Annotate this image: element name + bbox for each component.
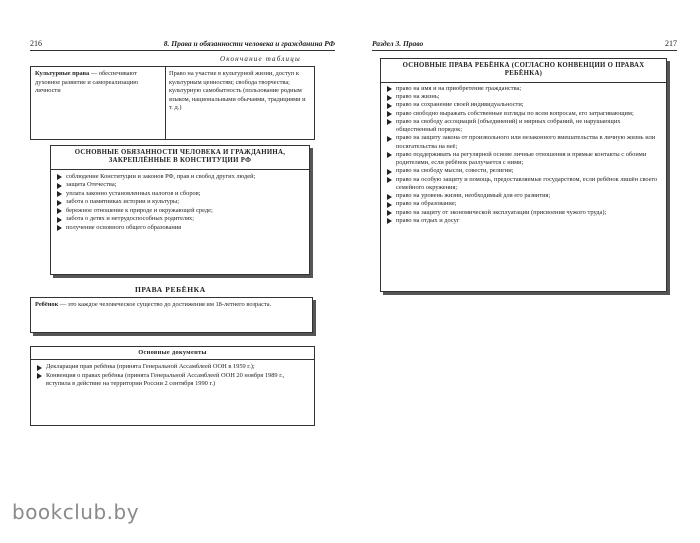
list-item: право на имя и на приобретение гражданства; <box>387 85 661 93</box>
triangle-bullet-icon <box>57 183 62 189</box>
running-head: 8. Права и обязанности человека и гражданина РФ <box>163 39 335 48</box>
section-heading: ПРАВА РЕБЁНКА <box>135 285 206 294</box>
list-item: право на защиту от экономической эксплуатации (присвоения чужого труда); <box>387 209 661 217</box>
list-item: получение основного общего образования <box>57 224 304 233</box>
running-head: Раздел 3. Право <box>372 39 424 48</box>
page-header <box>30 38 335 51</box>
list-item: право на сохранение своей индивидуальности; <box>387 101 661 109</box>
triangle-bullet-icon <box>387 194 392 200</box>
child-rights-list <box>381 83 666 228</box>
triangle-bullet-icon <box>387 218 392 224</box>
duties-list <box>51 170 309 236</box>
triangle-bullet-icon <box>57 191 62 197</box>
triangle-bullet-icon <box>387 111 392 117</box>
documents-list <box>31 360 314 392</box>
child-definition-term: Ребёнок <box>35 301 59 308</box>
child-rights-box-title: ОСНОВНЫЕ ПРАВА РЕБЁНКА (СОГЛАСНО КОНВЕНЦИИ О ПРАВАХ РЕБЁНКА) <box>381 59 666 83</box>
triangle-bullet-icon <box>387 152 392 158</box>
culture-details: Право на участие в культурной жизни, доступ к культурным ценностям; свобода творчества; культурную самобытность (пользование родным языком, национальными обычаями, традициями и т. д.) <box>169 70 306 112</box>
list-item: забота о детях и нетрудоспособных родителях; <box>57 215 304 224</box>
culture-term-cell <box>35 70 160 96</box>
duties-box-title: ОСНОВНЫЕ ОБЯЗАННОСТИ ЧЕЛОВЕКА И ГРАЖДАНИНА, ЗАКРЕПЛЁННЫЕ В КОНСТИТУЦИИ РФ <box>51 146 309 170</box>
list-item: право на особую защиту и помощь, предоставляемые государством, если ребёнок лишён своего семейного окружения; <box>387 176 661 193</box>
list-item: право на отдых и досуг <box>387 217 661 225</box>
list-item: уплата законно установленных налогов и сборов; <box>57 190 304 199</box>
triangle-bullet-icon <box>37 365 42 371</box>
triangle-bullet-icon <box>387 136 392 142</box>
culture-term: Культурные права <box>35 70 90 77</box>
child-definition-box <box>30 297 313 333</box>
triangle-bullet-icon <box>37 373 42 379</box>
triangle-bullet-icon <box>387 202 392 208</box>
triangle-bullet-icon <box>387 210 392 216</box>
triangle-bullet-icon <box>57 225 62 231</box>
triangle-bullet-icon <box>387 95 392 101</box>
list-item: право на защиту закона от произвольного или незаконного вмешательства в личную жизнь или посягательства на неё; <box>387 134 661 151</box>
list-item: право поддерживать на регулярной основе личные отношения и прямые контакты с обоими родителями, если ребёнок разлучается с ними; <box>387 151 661 168</box>
culture-rights-table <box>30 66 315 140</box>
list-item: право на образование; <box>387 200 661 208</box>
documents-box <box>30 346 315 426</box>
triangle-bullet-icon <box>57 208 62 214</box>
list-item: право свободно выражать собственные взгляды по всем вопросам, его затрагивающим; <box>387 110 661 118</box>
list-item: Декларация прав ребёнка (принята Генеральной Ассамблеей ООН в 1959 г.); <box>37 363 309 372</box>
triangle-bullet-icon <box>57 200 62 206</box>
child-rights-box <box>380 58 667 292</box>
list-item: право на уровень жизни, необходимый для его развития; <box>387 192 661 200</box>
triangle-bullet-icon <box>387 169 392 175</box>
watermark: bookclub.by <box>12 500 140 524</box>
page-header <box>372 38 677 51</box>
triangle-bullet-icon <box>57 217 62 223</box>
table-continuation-label: Окончание таблицы <box>220 55 301 63</box>
page-number: 216 <box>30 39 42 48</box>
duties-box <box>50 145 310 275</box>
list-item: Конвенция о правах ребёнка (принята Генеральной Ассамблеей ООН 20 ноября 1989 г., вступила в действие на территории России 2 сентября 1990 г.) <box>37 372 309 389</box>
list-item: право на свободу мысли, совести, религии; <box>387 167 661 175</box>
list-item: право на жизнь; <box>387 93 661 101</box>
documents-box-title: Основные документы <box>31 347 314 360</box>
triangle-bullet-icon <box>57 174 62 180</box>
list-item: соблюдение Конституции и законов РФ, прав и свобод других людей; <box>57 173 304 182</box>
culture-term-rest: — обеспечивают духовное развитие и самореализацию личности <box>35 70 138 95</box>
page-number: 217 <box>665 39 677 48</box>
triangle-bullet-icon <box>387 119 392 125</box>
table-divider <box>165 67 166 139</box>
list-item: право на свободу ассоциаций (объединений) и мирных собраний, не нарушающих общественный порядок; <box>387 118 661 135</box>
list-item: защита Отечества; <box>57 181 304 190</box>
list-item: бережное отношение к природе и окружающей среде; <box>57 207 304 216</box>
triangle-bullet-icon <box>387 86 392 92</box>
child-definition-text: — это каждое человеческое существо до достижения им 18-летнего возраста. <box>58 301 272 308</box>
right-page <box>350 0 700 543</box>
triangle-bullet-icon <box>387 103 392 109</box>
triangle-bullet-icon <box>387 177 392 183</box>
list-item: забота о памятниках истории и культуры; <box>57 198 304 207</box>
